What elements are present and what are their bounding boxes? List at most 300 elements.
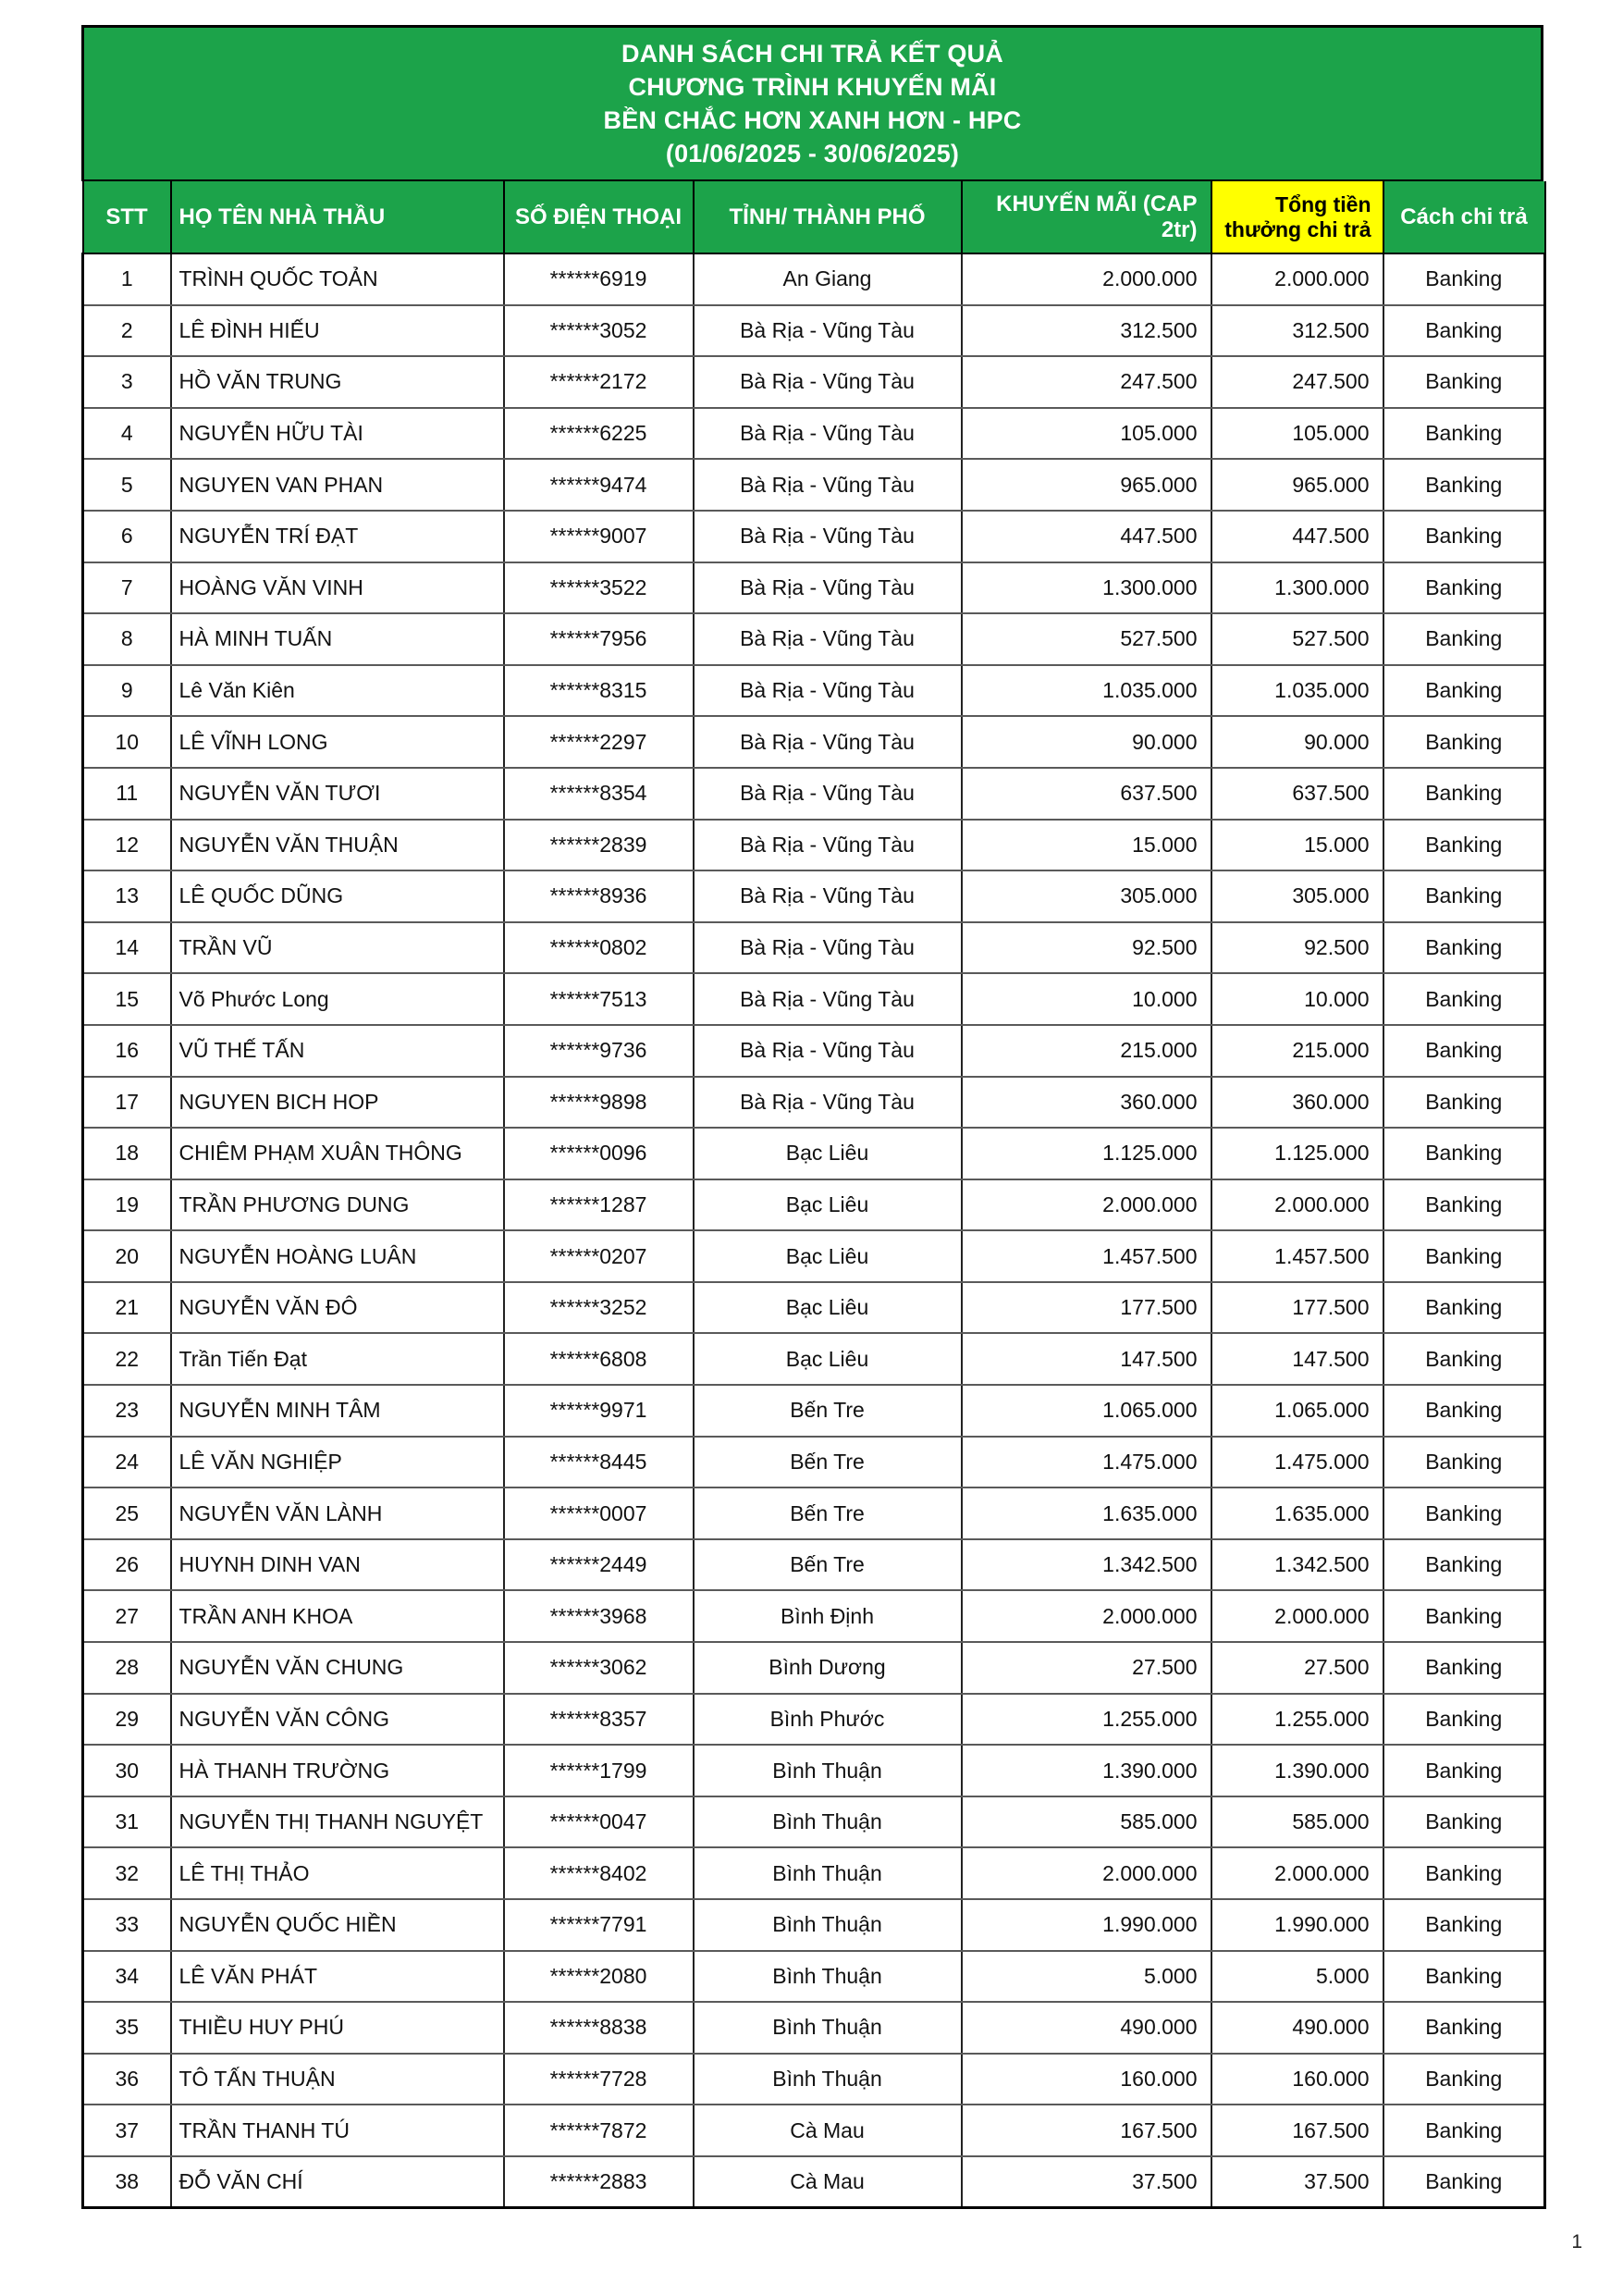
cell-province: Bạc Liêu	[694, 1128, 962, 1179]
cell-phone: ******1287	[504, 1179, 694, 1231]
cell-province: Cà Mau	[694, 2156, 962, 2208]
cell-name: HÀ THANH TRƯỜNG	[171, 1745, 504, 1796]
cell-total: 10.000	[1211, 973, 1383, 1025]
cell-total: 1.125.000	[1211, 1128, 1383, 1179]
cell-name: TRÌNH QUỐC TOẢN	[171, 253, 504, 305]
cell-promo: 10.000	[962, 973, 1211, 1025]
table-row	[83, 1282, 1545, 1334]
cell-total: 585.000	[1211, 1796, 1383, 1848]
table-row	[83, 2054, 1545, 2105]
cell-method: Banking	[1383, 1179, 1545, 1231]
cell-total: 1.390.000	[1211, 1745, 1383, 1796]
table-row	[83, 1951, 1545, 2003]
cell-province: Bà Rịa - Vũng Tàu	[694, 511, 962, 562]
cell-province: Bình Thuận	[694, 1847, 962, 1899]
cell-method: Banking	[1383, 1796, 1545, 1848]
cell-province: Bến Tre	[694, 1487, 962, 1539]
cell-province: Bà Rịa - Vũng Tàu	[694, 305, 962, 357]
cell-total: 2.000.000	[1211, 1847, 1383, 1899]
cell-phone: ******7728	[504, 2054, 694, 2105]
cell-total: 90.000	[1211, 716, 1383, 768]
cell-province: Bà Rịa - Vũng Tàu	[694, 820, 962, 871]
table-row	[83, 1437, 1545, 1488]
cell-stt: 4	[83, 408, 171, 460]
table-row	[83, 768, 1545, 820]
cell-name: TRẦN ANH KHOA	[171, 1590, 504, 1642]
table-row	[83, 459, 1545, 511]
cell-promo: 637.500	[962, 768, 1211, 820]
cell-promo: 1.457.500	[962, 1230, 1211, 1282]
table-row	[83, 1385, 1545, 1437]
table-row	[83, 716, 1545, 768]
cell-promo: 105.000	[962, 408, 1211, 460]
cell-stt: 8	[83, 613, 171, 665]
cell-province: Bạc Liêu	[694, 1230, 962, 1282]
cell-stt: 3	[83, 356, 171, 408]
cell-phone: ******9971	[504, 1385, 694, 1437]
cell-method: Banking	[1383, 870, 1545, 922]
cell-method: Banking	[1383, 2054, 1545, 2105]
cell-method: Banking	[1383, 1487, 1545, 1539]
cell-phone: ******8357	[504, 1694, 694, 1746]
cell-name: LÊ VĂN PHÁT	[171, 1951, 504, 2003]
cell-promo: 147.500	[962, 1333, 1211, 1385]
cell-stt: 21	[83, 1282, 171, 1334]
cell-province: Bình Thuận	[694, 1745, 962, 1796]
cell-stt: 25	[83, 1487, 171, 1539]
cell-stt: 2	[83, 305, 171, 357]
cell-stt: 10	[83, 716, 171, 768]
cell-method: Banking	[1383, 1230, 1545, 1282]
cell-stt: 19	[83, 1179, 171, 1231]
cell-promo: 1.390.000	[962, 1745, 1211, 1796]
cell-method: Banking	[1383, 1951, 1545, 2003]
column-header-stt: STT	[83, 181, 171, 253]
cell-name: Võ Phước Long	[171, 973, 504, 1025]
cell-province: Bình Thuận	[694, 2002, 962, 2054]
cell-total: 15.000	[1211, 820, 1383, 871]
column-header-total-highlighted: Tổng tiền thưởng chi trả	[1211, 181, 1383, 253]
cell-phone: ******3252	[504, 1282, 694, 1334]
cell-name: HÀ MINH TUẤN	[171, 613, 504, 665]
cell-total: 5.000	[1211, 1951, 1383, 2003]
cell-total: 37.500	[1211, 2156, 1383, 2208]
cell-total: 1.475.000	[1211, 1437, 1383, 1488]
cell-stt: 13	[83, 870, 171, 922]
cell-total: 1.300.000	[1211, 562, 1383, 614]
cell-total: 637.500	[1211, 768, 1383, 820]
cell-promo: 1.255.000	[962, 1694, 1211, 1746]
cell-total: 447.500	[1211, 511, 1383, 562]
table-row	[83, 1796, 1545, 1848]
table-row	[83, 1899, 1545, 1951]
cell-total: 1.255.000	[1211, 1694, 1383, 1746]
table-row	[83, 1333, 1545, 1385]
table-row	[83, 922, 1545, 974]
cell-promo: 527.500	[962, 613, 1211, 665]
table-row	[83, 973, 1545, 1025]
cell-promo: 1.635.000	[962, 1487, 1211, 1539]
cell-name: NGUYỄN VĂN TƯƠI	[171, 768, 504, 820]
cell-name: TRẦN THANH TÚ	[171, 2105, 504, 2156]
cell-name: HOÀNG VĂN VINH	[171, 562, 504, 614]
cell-phone: ******1799	[504, 1745, 694, 1796]
cell-stt: 33	[83, 1899, 171, 1951]
cell-name: NGUYỄN VĂN CHUNG	[171, 1642, 504, 1694]
column-header-phone: SỐ ĐIỆN THOẠI	[504, 181, 694, 253]
table-row	[83, 2002, 1545, 2054]
cell-method: Banking	[1383, 1539, 1545, 1591]
cell-name: NGUYỄN VĂN LÀNH	[171, 1487, 504, 1539]
cell-province: Bình Dương	[694, 1642, 962, 1694]
table-row	[83, 1487, 1545, 1539]
cell-province: Bà Rịa - Vũng Tàu	[694, 1077, 962, 1129]
cell-stt: 11	[83, 768, 171, 820]
cell-phone: ******9736	[504, 1025, 694, 1077]
cell-total: 490.000	[1211, 2002, 1383, 2054]
cell-method: Banking	[1383, 1437, 1545, 1488]
cell-method: Banking	[1383, 1694, 1545, 1746]
cell-total: 215.000	[1211, 1025, 1383, 1077]
cell-name: Lê Văn Kiên	[171, 665, 504, 717]
cell-stt: 29	[83, 1694, 171, 1746]
cell-province: Bình Thuận	[694, 1796, 962, 1848]
cell-name: TÔ TẤN THUẬN	[171, 2054, 504, 2105]
cell-total: 147.500	[1211, 1333, 1383, 1385]
cell-phone: ******2839	[504, 820, 694, 871]
cell-method: Banking	[1383, 2105, 1545, 2156]
table-row	[83, 820, 1545, 871]
cell-method: Banking	[1383, 922, 1545, 974]
cell-total: 1.035.000	[1211, 665, 1383, 717]
cell-method: Banking	[1383, 973, 1545, 1025]
cell-province: An Giang	[694, 253, 962, 305]
table-row	[83, 511, 1545, 562]
cell-stt: 24	[83, 1437, 171, 1488]
cell-phone: ******6919	[504, 253, 694, 305]
cell-method: Banking	[1383, 562, 1545, 614]
cell-phone: ******3522	[504, 562, 694, 614]
cell-name: NGUYỄN TRÍ ĐẠT	[171, 511, 504, 562]
cell-method: Banking	[1383, 511, 1545, 562]
cell-promo: 1.125.000	[962, 1128, 1211, 1179]
table-row	[83, 1539, 1545, 1591]
cell-method: Banking	[1383, 1282, 1545, 1334]
cell-total: 92.500	[1211, 922, 1383, 974]
cell-phone: ******2172	[504, 356, 694, 408]
cell-stt: 31	[83, 1796, 171, 1848]
cell-province: Bà Rịa - Vũng Tàu	[694, 356, 962, 408]
cell-province: Bà Rịa - Vũng Tàu	[694, 716, 962, 768]
cell-stt: 32	[83, 1847, 171, 1899]
cell-promo: 585.000	[962, 1796, 1211, 1848]
cell-province: Bà Rịa - Vũng Tàu	[694, 562, 962, 614]
cell-method: Banking	[1383, 459, 1545, 511]
cell-name: NGUYEN BICH HOP	[171, 1077, 504, 1129]
table-row	[83, 1745, 1545, 1796]
cell-promo: 1.342.500	[962, 1539, 1211, 1591]
cell-stt: 38	[83, 2156, 171, 2208]
column-header-promo: KHUYẾN MÃI (CAP 2tr)	[962, 181, 1211, 253]
cell-province: Bạc Liêu	[694, 1333, 962, 1385]
cell-phone: ******8354	[504, 768, 694, 820]
cell-method: Banking	[1383, 2002, 1545, 2054]
cell-promo: 15.000	[962, 820, 1211, 871]
cell-name: NGUYỄN VĂN THUẬN	[171, 820, 504, 871]
table-row	[83, 1694, 1545, 1746]
cell-province: Bà Rịa - Vũng Tàu	[694, 973, 962, 1025]
cell-promo: 312.500	[962, 305, 1211, 357]
cell-phone: ******7956	[504, 613, 694, 665]
cell-total: 312.500	[1211, 305, 1383, 357]
cell-stt: 35	[83, 2002, 171, 2054]
cell-total: 105.000	[1211, 408, 1383, 460]
cell-promo: 2.000.000	[962, 1179, 1211, 1231]
cell-total: 160.000	[1211, 2054, 1383, 2105]
cell-name: NGUYỄN MINH TÂM	[171, 1385, 504, 1437]
cell-province: Bạc Liêu	[694, 1179, 962, 1231]
cell-name: NGUYỄN HOÀNG LUÂN	[171, 1230, 504, 1282]
cell-stt: 27	[83, 1590, 171, 1642]
cell-stt: 6	[83, 511, 171, 562]
cell-phone: ******8445	[504, 1437, 694, 1488]
cell-phone: ******3062	[504, 1642, 694, 1694]
cell-total: 247.500	[1211, 356, 1383, 408]
column-header-name: HỌ TÊN NHÀ THẦU	[171, 181, 504, 253]
cell-total: 2.000.000	[1211, 1179, 1383, 1231]
cell-stt: 30	[83, 1745, 171, 1796]
cell-province: Bình Định	[694, 1590, 962, 1642]
cell-phone: ******8315	[504, 665, 694, 717]
cell-stt: 17	[83, 1077, 171, 1129]
cell-total: 360.000	[1211, 1077, 1383, 1129]
cell-name: ĐỖ VĂN CHÍ	[171, 2156, 504, 2208]
cell-promo: 1.990.000	[962, 1899, 1211, 1951]
cell-method: Banking	[1383, 1899, 1545, 1951]
table-header-row	[83, 181, 1545, 253]
cell-name: Trần Tiến Đạt	[171, 1333, 504, 1385]
banner-title-line: (01/06/2025 - 30/06/2025)	[665, 140, 960, 167]
cell-total: 27.500	[1211, 1642, 1383, 1694]
table-row	[83, 1230, 1545, 1282]
cell-province: Bà Rịa - Vũng Tàu	[694, 922, 962, 974]
cell-phone: ******9898	[504, 1077, 694, 1129]
cell-stt: 15	[83, 973, 171, 1025]
cell-phone: ******0802	[504, 922, 694, 974]
cell-method: Banking	[1383, 1077, 1545, 1129]
cell-method: Banking	[1383, 665, 1545, 717]
cell-name: HỒ VĂN TRUNG	[171, 356, 504, 408]
cell-promo: 360.000	[962, 1077, 1211, 1129]
cell-method: Banking	[1383, 613, 1545, 665]
cell-promo: 37.500	[962, 2156, 1211, 2208]
cell-phone: ******0047	[504, 1796, 694, 1848]
cell-promo: 2.000.000	[962, 253, 1211, 305]
cell-stt: 34	[83, 1951, 171, 2003]
cell-stt: 23	[83, 1385, 171, 1437]
cell-method: Banking	[1383, 1642, 1545, 1694]
cell-phone: ******0096	[504, 1128, 694, 1179]
cell-name: THIỀU HUY PHÚ	[171, 2002, 504, 2054]
cell-name: HUYNH DINH VAN	[171, 1539, 504, 1591]
cell-total: 177.500	[1211, 1282, 1383, 1334]
cell-promo: 490.000	[962, 2002, 1211, 2054]
cell-name: TRẦN VŨ	[171, 922, 504, 974]
cell-stt: 28	[83, 1642, 171, 1694]
table-row	[83, 870, 1545, 922]
cell-phone: ******8402	[504, 1847, 694, 1899]
cell-method: Banking	[1383, 716, 1545, 768]
cell-promo: 1.035.000	[962, 665, 1211, 717]
cell-province: Bà Rịa - Vũng Tàu	[694, 613, 962, 665]
cell-promo: 27.500	[962, 1642, 1211, 1694]
cell-method: Banking	[1383, 408, 1545, 460]
table-row	[83, 665, 1545, 717]
cell-promo: 5.000	[962, 1951, 1211, 2003]
cell-promo: 177.500	[962, 1282, 1211, 1334]
cell-method: Banking	[1383, 820, 1545, 871]
cell-name: CHIÊM PHẠM XUÂN THÔNG	[171, 1128, 504, 1179]
cell-province: Bình Thuận	[694, 2054, 962, 2105]
cell-method: Banking	[1383, 1590, 1545, 1642]
cell-province: Bình Phước	[694, 1694, 962, 1746]
cell-total: 1.635.000	[1211, 1487, 1383, 1539]
cell-stt: 1	[83, 253, 171, 305]
payout-table	[81, 181, 1546, 2209]
cell-stt: 16	[83, 1025, 171, 1077]
cell-phone: ******8936	[504, 870, 694, 922]
cell-stt: 37	[83, 2105, 171, 2156]
cell-method: Banking	[1383, 356, 1545, 408]
cell-phone: ******9007	[504, 511, 694, 562]
cell-name: NGUYỄN HỮU TÀI	[171, 408, 504, 460]
cell-method: Banking	[1383, 1333, 1545, 1385]
cell-stt: 7	[83, 562, 171, 614]
cell-total: 2.000.000	[1211, 253, 1383, 305]
table-row	[83, 1642, 1545, 1694]
table-row	[83, 613, 1545, 665]
cell-stt: 26	[83, 1539, 171, 1591]
cell-province: Cà Mau	[694, 2105, 962, 2156]
cell-stt: 20	[83, 1230, 171, 1282]
cell-province: Bình Thuận	[694, 1899, 962, 1951]
cell-total: 1.990.000	[1211, 1899, 1383, 1951]
cell-province: Bà Rịa - Vũng Tàu	[694, 408, 962, 460]
cell-total: 1.065.000	[1211, 1385, 1383, 1437]
cell-phone: ******2080	[504, 1951, 694, 2003]
cell-phone: ******7791	[504, 1899, 694, 1951]
cell-promo: 160.000	[962, 2054, 1211, 2105]
cell-name: NGUYỄN QUỐC HIỀN	[171, 1899, 504, 1951]
cell-province: Bạc Liêu	[694, 1282, 962, 1334]
cell-method: Banking	[1383, 1128, 1545, 1179]
cell-name: NGUYỄN VĂN CÔNG	[171, 1694, 504, 1746]
table-row	[83, 1847, 1545, 1899]
cell-name: TRẦN PHƯƠNG DUNG	[171, 1179, 504, 1231]
cell-phone: ******2883	[504, 2156, 694, 2208]
page-number: 1	[1571, 2231, 1582, 2253]
cell-promo: 92.500	[962, 922, 1211, 974]
cell-province: Bình Thuận	[694, 1951, 962, 2003]
cell-method: Banking	[1383, 305, 1545, 357]
payout-document	[81, 25, 1543, 2209]
cell-promo: 1.300.000	[962, 562, 1211, 614]
table-row	[83, 356, 1545, 408]
cell-method: Banking	[1383, 2156, 1545, 2208]
banner-title-line: BỀN CHẮC HƠN XANH HƠN - HPC	[603, 106, 1022, 134]
table-row	[83, 408, 1545, 460]
cell-promo: 215.000	[962, 1025, 1211, 1077]
cell-phone: ******2297	[504, 716, 694, 768]
cell-name: LÊ THỊ THẢO	[171, 1847, 504, 1899]
cell-promo: 247.500	[962, 356, 1211, 408]
cell-promo: 2.000.000	[962, 1590, 1211, 1642]
cell-stt: 14	[83, 922, 171, 974]
document-title-banner	[81, 25, 1543, 181]
cell-method: Banking	[1383, 1745, 1545, 1796]
cell-stt: 5	[83, 459, 171, 511]
cell-promo: 167.500	[962, 2105, 1211, 2156]
cell-province: Bà Rịa - Vũng Tàu	[694, 665, 962, 717]
cell-name: VŨ THẾ TẤN	[171, 1025, 504, 1077]
table-row	[83, 2156, 1545, 2208]
cell-phone: ******8838	[504, 2002, 694, 2054]
table-row	[83, 562, 1545, 614]
table-row	[83, 1025, 1545, 1077]
cell-promo: 965.000	[962, 459, 1211, 511]
cell-phone: ******2449	[504, 1539, 694, 1591]
cell-phone: ******0207	[504, 1230, 694, 1282]
table-row	[83, 2105, 1545, 2156]
cell-promo: 90.000	[962, 716, 1211, 768]
cell-method: Banking	[1383, 1385, 1545, 1437]
cell-phone: ******3968	[504, 1590, 694, 1642]
banner-title-line: DANH SÁCH CHI TRẢ KẾT QUẢ	[621, 40, 1003, 68]
cell-stt: 12	[83, 820, 171, 871]
cell-method: Banking	[1383, 1847, 1545, 1899]
cell-province: Bến Tre	[694, 1437, 962, 1488]
table-row	[83, 1590, 1545, 1642]
cell-phone: ******6808	[504, 1333, 694, 1385]
cell-method: Banking	[1383, 1025, 1545, 1077]
cell-province: Bà Rịa - Vũng Tàu	[694, 459, 962, 511]
cell-stt: 18	[83, 1128, 171, 1179]
column-header-province: TỈNH/ THÀNH PHỐ	[694, 181, 962, 253]
cell-phone: ******9474	[504, 459, 694, 511]
cell-promo: 447.500	[962, 511, 1211, 562]
table-row	[83, 1179, 1545, 1231]
table-body	[83, 253, 1545, 2208]
table-row	[83, 1128, 1545, 1179]
table-row	[83, 1077, 1545, 1129]
cell-promo: 305.000	[962, 870, 1211, 922]
cell-province: Bà Rịa - Vũng Tàu	[694, 870, 962, 922]
cell-promo: 2.000.000	[962, 1847, 1211, 1899]
cell-total: 167.500	[1211, 2105, 1383, 2156]
cell-stt: 9	[83, 665, 171, 717]
cell-province: Bến Tre	[694, 1539, 962, 1591]
cell-total: 1.342.500	[1211, 1539, 1383, 1591]
cell-total: 2.000.000	[1211, 1590, 1383, 1642]
cell-stt: 36	[83, 2054, 171, 2105]
cell-phone: ******7513	[504, 973, 694, 1025]
cell-method: Banking	[1383, 253, 1545, 305]
cell-phone: ******6225	[504, 408, 694, 460]
cell-total: 527.500	[1211, 613, 1383, 665]
cell-name: LÊ VĨNH LONG	[171, 716, 504, 768]
cell-province: Bà Rịa - Vũng Tàu	[694, 1025, 962, 1077]
column-header-method: Cách chi trả	[1383, 181, 1545, 253]
